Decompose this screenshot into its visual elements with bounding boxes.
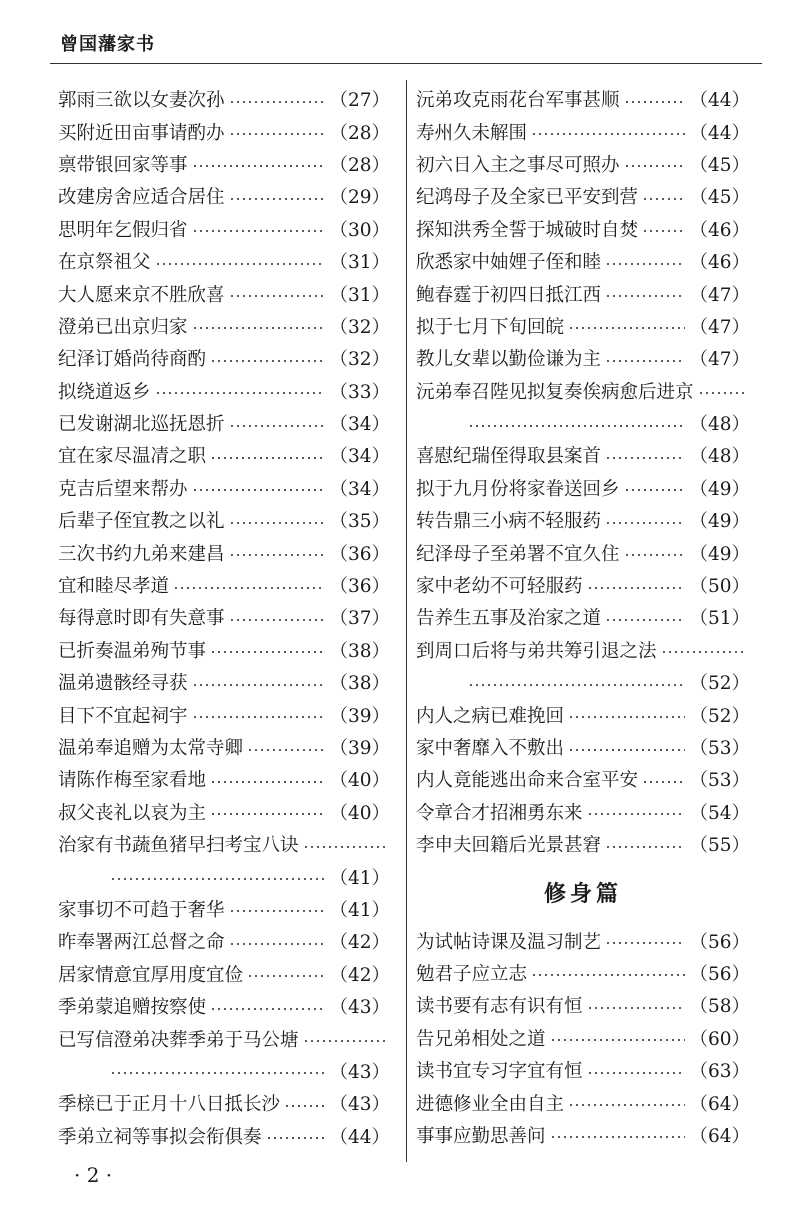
- toc-entry-title: 大人愿来京不胜欣喜: [58, 284, 225, 306]
- leader-dots: [229, 132, 326, 136]
- leader-dots: [229, 100, 326, 104]
- toc-entry[interactable]: [58, 828, 390, 860]
- leader-dots: [605, 845, 685, 849]
- toc-entry-page: （35）: [329, 511, 390, 533]
- toc-entry-title: 欣悉家中妯娌子侄和睦: [416, 252, 602, 274]
- toc-entry[interactable]: [58, 407, 390, 439]
- toc-entry-page: （45）: [689, 187, 750, 209]
- toc-entry[interactable]: [416, 698, 750, 730]
- leader-dots: [192, 164, 326, 168]
- toc-entry-title: 拟于九月份将家眷送回乡: [416, 478, 620, 500]
- toc-entry-page: （31）: [329, 284, 390, 306]
- column-divider: [406, 80, 407, 1162]
- section-heading: 修身篇: [543, 880, 622, 907]
- toc-entry[interactable]: [58, 698, 390, 730]
- toc-entry-page: （56）: [689, 963, 750, 985]
- toc-entry-title: 令章合才招湘勇东来: [416, 802, 583, 824]
- toc-entry-page: （53）: [689, 738, 750, 759]
- toc-entry-page: （45）: [689, 154, 750, 176]
- toc-entry[interactable]: [416, 277, 750, 309]
- toc-entry[interactable]: [58, 1022, 390, 1054]
- toc-entry-title: 内人之病已难挽回: [416, 705, 565, 727]
- leader-dots: [266, 1136, 326, 1140]
- toc-entry-page: （41）: [329, 867, 390, 889]
- toc-entry[interactable]: [416, 1022, 750, 1054]
- leader-dots: [247, 974, 325, 978]
- toc-entry-page: （49）: [689, 511, 750, 533]
- page-number: · 2 ·: [74, 1163, 113, 1187]
- toc-entry-page: （39）: [329, 705, 390, 727]
- leader-dots: [229, 197, 326, 201]
- toc-entry[interactable]: [416, 504, 750, 536]
- toc-entry-title: 纪泽母子至弟署不宜久住: [416, 543, 620, 565]
- leader-dots: [568, 748, 685, 752]
- toc-entry-page: （38）: [329, 673, 390, 695]
- toc-entry-page: （50）: [689, 576, 750, 598]
- toc-entry-page: （34）: [329, 414, 390, 436]
- toc-entry-page: （43）: [329, 1094, 390, 1116]
- toc-entry[interactable]: [416, 957, 750, 989]
- toc-entry[interactable]: [416, 375, 750, 407]
- toc-entry-page: （56）: [689, 931, 750, 953]
- leader-dots: [642, 197, 685, 201]
- leader-dots: [531, 132, 685, 136]
- leader-dots: [155, 262, 326, 266]
- leader-dots: [587, 812, 686, 816]
- leader-dots: [192, 229, 326, 233]
- toc-entry-page: （37）: [329, 608, 390, 630]
- toc-entry[interactable]: [58, 893, 390, 925]
- toc-entry-title: 已发谢湖北巡抚恩折: [58, 414, 225, 436]
- toc-entry-page: （47）: [689, 284, 750, 306]
- toc-entry-title: 宜和睦尽孝道: [58, 576, 170, 598]
- toc-entry-title: 内人竟能逃出命来合室平安: [416, 770, 639, 792]
- leader-dots: [605, 294, 685, 298]
- leader-dots: [110, 877, 325, 881]
- toc-entry-page: （43）: [329, 997, 390, 1019]
- toc-entry-title: 季弟蒙追赠按察使: [58, 997, 207, 1019]
- toc-entry-title: 禀带银回家等事: [58, 154, 188, 176]
- toc-entry[interactable]: [416, 245, 750, 277]
- toc-entry-title: 喜慰纪瑞侄得取县案首: [416, 446, 602, 468]
- toc-entry-title: 告兄弟相处之道: [416, 1028, 546, 1050]
- leader-dots: [229, 553, 326, 557]
- leader-dots: [661, 650, 746, 654]
- toc-entry[interactable]: [416, 634, 750, 666]
- toc-entry-page: （38）: [329, 640, 390, 662]
- toc-entry-title: 纪泽订婚尚待商酌: [58, 349, 207, 371]
- toc-entry-page: （43）: [329, 1061, 390, 1083]
- toc-entry[interactable]: [58, 310, 390, 342]
- toc-entry[interactable]: [58, 536, 390, 568]
- toc-entry[interactable]: [58, 277, 390, 309]
- toc-entry-title: 目下不宜起祠宇: [58, 705, 188, 727]
- toc-entry-title: 转告鼎三小病不轻服药: [416, 511, 602, 533]
- toc-entry-title: 沅弟奉召陛见拟复奏俟病愈后进京: [416, 381, 694, 403]
- toc-entry-page: （30）: [329, 219, 390, 241]
- toc-entry-title: 李申夫回籍后光景甚窘: [416, 835, 602, 857]
- toc-entry-continuation[interactable]: [416, 407, 750, 439]
- toc-entry-title: 澄弟已出京归家: [58, 316, 188, 338]
- toc-entry-title: 季弟立祠等事拟会衔俱奏: [58, 1126, 262, 1148]
- toc-entry[interactable]: [416, 828, 750, 860]
- toc-entry[interactable]: [58, 83, 390, 115]
- toc-entry-title: 家中老幼不可轻服药: [416, 576, 583, 598]
- leader-dots: [642, 229, 685, 233]
- toc-entry-page: （52）: [689, 673, 750, 695]
- toc-entry-page: （28）: [329, 154, 390, 176]
- toc-entry[interactable]: [416, 731, 750, 763]
- leader-dots: [229, 424, 326, 428]
- leader-dots: [587, 1071, 686, 1075]
- toc-entry[interactable]: [416, 180, 750, 212]
- leader-dots: [642, 780, 685, 784]
- toc-entry[interactable]: [58, 472, 390, 504]
- toc-entry-continuation[interactable]: [58, 860, 390, 892]
- toc-entry-title: 沅弟攻克雨花台军事甚顺: [416, 90, 620, 112]
- leader-dots: [550, 1135, 686, 1139]
- leader-dots: [192, 488, 326, 492]
- toc-entry[interactable]: [416, 439, 750, 471]
- toc-entry[interactable]: [58, 666, 390, 698]
- toc-entry-page: （36）: [329, 543, 390, 565]
- toc-entry-page: （47）: [689, 316, 750, 338]
- leader-dots: [210, 359, 325, 363]
- toc-entry-title: 到周口后将与弟共筹引退之法: [416, 640, 657, 662]
- toc-entry[interactable]: [416, 213, 750, 245]
- toc-entry-page: （49）: [689, 543, 750, 565]
- toc-entry-title: 郭雨三欲以女妻次孙: [58, 90, 225, 112]
- toc-entry[interactable]: [58, 375, 390, 407]
- leader-dots: [550, 1038, 686, 1042]
- toc-entry[interactable]: [416, 601, 750, 633]
- toc-entry-page: （55）: [689, 835, 750, 857]
- leader-dots: [229, 294, 326, 298]
- toc-entry[interactable]: [58, 180, 390, 212]
- toc-entry-title: 季榇已于正月十八日抵长沙: [58, 1094, 281, 1116]
- toc-entry-page: （53）: [689, 770, 750, 792]
- toc-entry-page: （34）: [329, 446, 390, 468]
- toc-entry-page: （46）: [689, 252, 750, 274]
- toc-entry-title: 读书要有志有识有恒: [416, 996, 583, 1018]
- toc-entry[interactable]: [416, 115, 750, 147]
- toc-entry-page: （27）: [329, 90, 390, 112]
- leader-dots: [210, 1007, 325, 1011]
- toc-entry[interactable]: [416, 1054, 750, 1086]
- toc-entry-page: （33）: [329, 381, 390, 403]
- leader-dots: [624, 100, 686, 104]
- leader-dots: [605, 456, 685, 460]
- leader-dots: [698, 391, 746, 395]
- toc-entry[interactable]: [58, 796, 390, 828]
- leader-dots: [110, 1071, 325, 1075]
- toc-entry-title: 居家情意宜厚用度宜俭: [58, 964, 244, 986]
- leader-dots: [624, 488, 686, 492]
- leader-dots: [605, 618, 685, 622]
- toc-entry[interactable]: [58, 213, 390, 245]
- toc-entry-continuation[interactable]: [416, 666, 750, 698]
- toc-entry[interactable]: [58, 731, 390, 763]
- toc-entry[interactable]: [58, 1120, 390, 1152]
- toc-entry-title: 家中奢靡入不敷出: [416, 738, 565, 759]
- toc-entry-page: （54）: [689, 802, 750, 824]
- toc-entry-title: 教儿女辈以勤俭谦为主: [416, 349, 602, 371]
- toc-entry-title: 已折奏温弟殉节事: [58, 640, 207, 662]
- leader-dots: [229, 942, 326, 946]
- toc-entry[interactable]: [58, 504, 390, 536]
- leader-dots: [210, 812, 325, 816]
- toc-entry[interactable]: [416, 796, 750, 828]
- toc-entry-title: 拟于七月下旬回皖: [416, 316, 565, 338]
- toc-entry-title: 后辈子侄宜教之以礼: [58, 511, 225, 533]
- leader-dots: [303, 845, 386, 849]
- leader-dots: [605, 262, 685, 266]
- toc-entry-title: 温弟奉追赠为太常寺卿: [58, 738, 244, 759]
- toc-entry-page: （64）: [689, 1125, 750, 1147]
- toc-entry-title: 纪鸿母子及全家已平安到营: [416, 187, 639, 209]
- toc-entry-title: 叔父丧礼以哀为主: [58, 802, 207, 824]
- leader-dots: [210, 650, 325, 654]
- toc-entry-page: （47）: [689, 349, 750, 371]
- leader-dots: [624, 164, 686, 168]
- toc-entry-page: （41）: [329, 899, 390, 921]
- leader-dots: [229, 909, 326, 913]
- toc-entry-page: （42）: [329, 964, 390, 986]
- toc-entry[interactable]: [416, 569, 750, 601]
- toc-entry[interactable]: [416, 1119, 750, 1151]
- toc-entry-page: （44）: [689, 90, 750, 112]
- toc-entry-page: （42）: [329, 932, 390, 954]
- toc-entry-title: 告养生五事及治家之道: [416, 608, 602, 630]
- toc-entry[interactable]: [58, 634, 390, 666]
- toc-entry-page: （49）: [689, 478, 750, 500]
- toc-entry-page: （36）: [329, 576, 390, 598]
- toc-entry-title: 克吉后望来帮办: [58, 478, 188, 500]
- toc-left-column: [58, 83, 390, 1152]
- leader-dots: [468, 424, 685, 428]
- leader-dots: [192, 326, 326, 330]
- toc-entry-title: 读书宜专习字宜有恒: [416, 1061, 583, 1083]
- toc-entry-page: （28）: [329, 122, 390, 144]
- leader-dots: [229, 521, 326, 525]
- toc-entry[interactable]: [58, 439, 390, 471]
- toc-entry-page: （32）: [329, 316, 390, 338]
- toc-entry[interactable]: [58, 115, 390, 147]
- leader-dots: [192, 683, 326, 687]
- leader-dots: [210, 780, 325, 784]
- toc-entry-title: 改建房舍应适合居住: [58, 187, 225, 209]
- leader-dots: [568, 715, 685, 719]
- leader-dots: [229, 618, 326, 622]
- toc-entry-title: 在京祭祖父: [58, 252, 151, 274]
- toc-entry[interactable]: [58, 569, 390, 601]
- toc-entry-title: 宜在家尽温凊之职: [58, 446, 207, 468]
- toc-entry-page: （48）: [689, 414, 750, 436]
- toc-entry-page: （39）: [329, 738, 390, 759]
- toc-entry-page: （44）: [329, 1126, 390, 1148]
- toc-entry[interactable]: [58, 958, 390, 990]
- toc-entry[interactable]: [416, 536, 750, 568]
- leader-dots: [468, 683, 685, 687]
- toc-entry[interactable]: [58, 601, 390, 633]
- toc-entry[interactable]: [416, 148, 750, 180]
- leader-dots: [587, 1006, 686, 1010]
- toc-entry-title: 买附近田亩事请酌办: [58, 122, 225, 144]
- leader-dots: [605, 359, 685, 363]
- toc-entry[interactable]: [416, 342, 750, 374]
- toc-entry[interactable]: [58, 148, 390, 180]
- toc-entry-title: 治家有书蔬鱼猪早扫考宝八诀: [58, 835, 299, 857]
- toc-entry[interactable]: [58, 763, 390, 795]
- leader-dots: [303, 1039, 386, 1043]
- toc-entry-page: （44）: [689, 122, 750, 144]
- toc-entry-page: （46）: [689, 219, 750, 241]
- toc-entry-page: （63）: [689, 1061, 750, 1083]
- running-header: 曾国藩家书: [60, 34, 155, 55]
- toc-entry-title: 探知洪秀全誓于城破时自焚: [416, 219, 639, 241]
- toc-entry-title: 初六日入主之事尽可照办: [416, 154, 620, 176]
- toc-entry-page: （34）: [329, 478, 390, 500]
- leader-dots: [605, 941, 685, 945]
- toc-entry-page: （40）: [329, 770, 390, 792]
- toc-entry[interactable]: [58, 925, 390, 957]
- toc-entry[interactable]: [58, 1087, 390, 1119]
- toc-entry[interactable]: [58, 990, 390, 1022]
- leader-dots: [624, 553, 686, 557]
- leader-dots: [568, 1103, 685, 1107]
- toc-entry-title: 温弟遗骸经寻获: [58, 673, 188, 695]
- toc-entry-title: 鲍春霆于初四日抵江西: [416, 284, 602, 306]
- leader-dots: [568, 326, 685, 330]
- toc-entry[interactable]: [416, 763, 750, 795]
- toc-entry[interactable]: [416, 472, 750, 504]
- toc-entry-title: 已写信澄弟决葬季弟于马公塘: [58, 1029, 299, 1051]
- leader-dots: [173, 586, 325, 590]
- toc-entry-page: （48）: [689, 446, 750, 468]
- leader-dots: [247, 748, 325, 752]
- toc-entry[interactable]: [416, 310, 750, 342]
- leader-dots: [284, 1104, 325, 1108]
- toc-entry[interactable]: [416, 83, 750, 115]
- toc-entry[interactable]: [416, 1086, 750, 1118]
- leader-dots: [192, 715, 326, 719]
- leader-dots: [587, 586, 686, 590]
- toc-entry-title: 进德修业全由自主: [416, 1093, 565, 1115]
- toc-right-column: [416, 83, 750, 1151]
- toc-entry-page: （32）: [329, 349, 390, 371]
- toc-entry-page: （64）: [689, 1093, 750, 1115]
- toc-entry-title: 事事应勤思善问: [416, 1125, 546, 1147]
- toc-entry-page: （60）: [689, 1028, 750, 1050]
- toc-entry-title: 拟绕道返乡: [58, 381, 151, 403]
- toc-entry-page: （40）: [329, 802, 390, 824]
- toc-entry-title: 思明年乞假归省: [58, 219, 188, 241]
- toc-entry-title: 昨奉署两江总督之命: [58, 932, 225, 954]
- toc-entry[interactable]: [416, 924, 750, 956]
- toc-entry-page: （52）: [689, 705, 750, 727]
- toc-entry[interactable]: [416, 989, 750, 1021]
- toc-entry-page: （29）: [329, 187, 390, 209]
- toc-entry-title: 每得意时即有失意事: [58, 608, 225, 630]
- toc-entry[interactable]: [58, 342, 390, 374]
- toc-entry-title: 为试帖诗课及温习制艺: [416, 931, 602, 953]
- toc-entry-title: 勉君子应立志: [416, 963, 528, 985]
- leader-dots: [531, 973, 685, 977]
- leader-dots: [605, 521, 685, 525]
- toc-entry[interactable]: [58, 245, 390, 277]
- toc-entry-continuation[interactable]: [58, 1055, 390, 1087]
- toc-entry-title: 寿州久未解围: [416, 122, 528, 144]
- toc-entry-page: （31）: [329, 252, 390, 274]
- header-rule: [50, 63, 762, 64]
- leader-dots: [155, 391, 326, 395]
- toc-entry-page: （51）: [689, 608, 750, 630]
- toc-entry-title: 家事切不可趋于奢华: [58, 899, 225, 921]
- toc-entry-page: （58）: [689, 996, 750, 1018]
- toc-entry-title: 三次书约九弟来建昌: [58, 543, 225, 565]
- leader-dots: [210, 456, 325, 460]
- toc-entry-title: 请陈作梅至家看地: [58, 770, 207, 792]
